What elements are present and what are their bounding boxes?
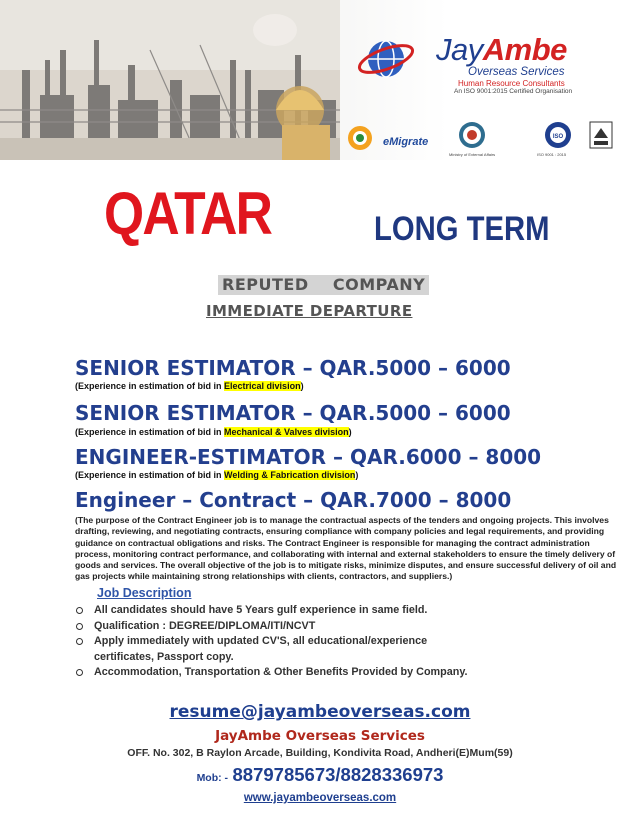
brand-name: JayAmbe <box>436 32 567 67</box>
mobile-label: Mob: - <box>196 772 229 784</box>
mobile-row <box>0 764 640 786</box>
iso-label: ISO 9001 : 2015 <box>537 152 567 157</box>
list-item: Qualification : DEGREE/DIPLOMA/ITI/NCVT <box>75 619 545 635</box>
mea-label: Ministry of External Affairs <box>449 152 496 157</box>
mea-emblem-icon <box>459 122 485 148</box>
company-logo <box>350 28 630 98</box>
emigrate-icon <box>348 126 372 150</box>
contract-engineer-description: (The purpose of the Contract Engineer job is to manage the contractual aspects of the tenders and ongoing projects. This involves drafting, reviewing, and negotiating contracts, ensuring compliance with company policies and legal requirements, and providing guidance on contractual obligations and risks. The Contract Engineer is responsible for managing the contract administration process, monitoring contract performance, and collaborating with internal and external stakeholders to ensure the timely delivery of goods and services. The overall objective of the job is to mitigate risks, minimize disputes, and ensure successful delivery of oil and gas projects while maintaining strong relationships with clients, contractors, and suppliers.) <box>75 515 617 582</box>
position-experience: (Experience in estimation of bid in Welding & Fabrication division) <box>75 470 359 480</box>
position-title: Engineer – Contract – QAR.7000 – 8000 <box>75 488 512 512</box>
company-name: JayAmbe Overseas Services <box>215 728 425 744</box>
bullet-icon <box>76 669 83 676</box>
brand-tagline: Human Resource Consultants <box>458 79 565 88</box>
list-item: certificates, Passport copy. <box>94 650 234 663</box>
term-heading: LONG TERM <box>374 210 550 248</box>
bullet-icon <box>76 638 83 645</box>
job-description-heading: Job Description <box>97 586 192 600</box>
iso-seal-icon <box>545 122 571 148</box>
bullet-icon <box>76 607 83 614</box>
ukas-icon <box>590 122 612 148</box>
brand-subtitle: Overseas Services <box>468 66 565 78</box>
website-link[interactable]: www.jayambeoverseas.com <box>243 792 397 804</box>
list-item: Apply immediately with updated CV'S, all educational/experience <box>75 634 545 650</box>
refinery-image <box>0 0 340 160</box>
country-heading: QATAR <box>104 180 272 247</box>
globe-logo-icon <box>356 34 416 84</box>
position-title: ENGINEER-ESTIMATOR – QAR.6000 – 8000 <box>75 445 542 469</box>
svg-text:ISO: ISO <box>552 134 564 140</box>
brand-iso-line: An ISO 9001:2015 Certified Organisation <box>454 88 573 95</box>
reputed-company-banner: REPUTED COMPANY <box>218 275 429 295</box>
position-title: SENIOR ESTIMATOR – QAR.5000 – 6000 <box>75 356 511 380</box>
list-item: Accommodation, Transportation & Other Benefits Provided by Company. <box>75 665 545 681</box>
position-experience: (Experience in estimation of bid in Electrical division) <box>75 381 304 391</box>
mobile-numbers[interactable]: 8879785673/8828336973 <box>232 764 444 785</box>
bullet-icon <box>76 623 83 630</box>
position-title: SENIOR ESTIMATOR – QAR.5000 – 6000 <box>75 401 511 425</box>
list-item: All candidates should have 5 Years gulf experience in same field. <box>75 603 545 619</box>
requirements-list <box>75 603 545 681</box>
contact-email-link[interactable]: resume@jayambeoverseas.com <box>169 702 471 722</box>
office-address: OFF. No. 302, B Raylon Arcade, Building, Kondivita Road, Andheri(E)Mum(59) <box>127 747 513 759</box>
emigrate-label: eMigrate <box>383 136 429 148</box>
position-experience: (Experience in estimation of bid in Mechanical & Valves division) <box>75 427 352 437</box>
immediate-departure-label: IMMEDIATE DEPARTURE <box>206 302 413 320</box>
header-banner <box>0 0 640 160</box>
